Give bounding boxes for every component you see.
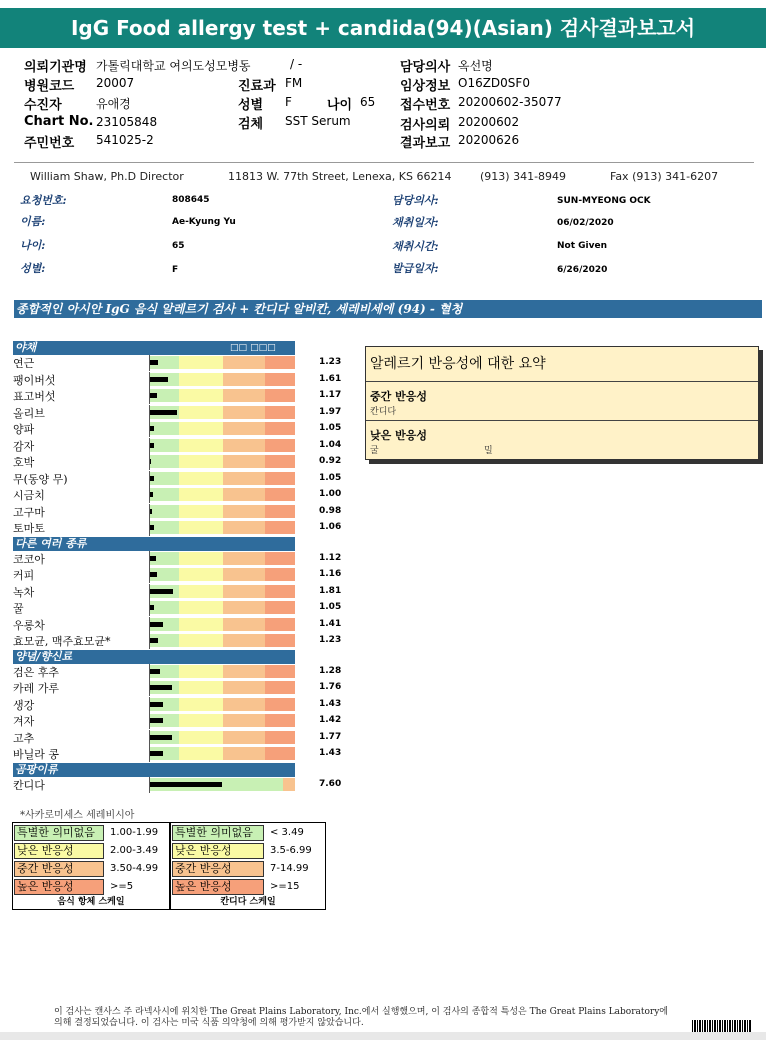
food-value: 1.43 <box>319 748 342 758</box>
food-row <box>13 454 343 470</box>
zone-low <box>179 356 223 369</box>
food-value: 1.05 <box>319 423 342 433</box>
food-name: 토마토 <box>13 522 45 535</box>
psex-value: F <box>172 265 179 275</box>
zone-high <box>265 747 295 760</box>
food-name: 바닐라 콩 <box>13 748 60 761</box>
zone-moderate <box>223 505 265 518</box>
zone-low <box>179 681 223 694</box>
food-value: 1.42 <box>319 715 342 725</box>
code-label: 병원코드 <box>24 79 75 94</box>
scale-label: 특별한 의미없음 <box>14 825 104 841</box>
food-name: 녹차 <box>13 585 35 599</box>
zone-high <box>265 714 295 727</box>
food-value: 1.00 <box>319 489 342 499</box>
food-name: 시금치 <box>13 489 45 502</box>
summary-box <box>365 346 759 460</box>
food-name: 표고버섯 <box>13 390 56 403</box>
food-name: 호박 <box>13 456 35 469</box>
food-value: 0.98 <box>319 505 342 516</box>
lab-divider <box>14 162 754 163</box>
age-label: 나이 <box>327 98 353 113</box>
value-bar <box>150 638 158 643</box>
value-bar <box>150 426 154 431</box>
food-name: 양파 <box>13 423 35 436</box>
zone-high <box>265 389 295 402</box>
zone-high <box>265 552 295 565</box>
req-label: 요청번호: <box>20 194 67 207</box>
scale-row <box>14 843 164 859</box>
zone-moderate <box>223 406 265 419</box>
value-bar <box>150 702 163 707</box>
zone-moderate <box>223 634 265 647</box>
food-name: 카레 가루 <box>13 682 60 695</box>
disclaimer: 이 검사는 캔사스 주 라넥사시에 위치한 The Great Plains Laboratory, Inc.에서 실행했으며, 이 검사의 종합적 특성은 The Great Plains Laboratory에 의해 결정되었습니다. 이 검사는 미국 식품 의약청에 의해 평가받지 않았습니다. <box>54 1007 668 1028</box>
scale-row <box>14 861 164 877</box>
patient-value: 유애경 <box>96 97 131 111</box>
food-value: 1.61 <box>319 373 342 384</box>
low-heading: 낮은 반응성 <box>370 429 427 442</box>
summary-divider <box>366 381 758 382</box>
food-value: 7.60 <box>319 778 342 789</box>
zone-high <box>265 373 295 386</box>
zone-low <box>179 488 223 501</box>
clinical-label: 임상정보 <box>400 79 451 94</box>
zone-moderate <box>283 778 295 791</box>
zone-moderate <box>223 373 265 386</box>
zone-low <box>179 601 223 614</box>
zone-moderate <box>223 731 265 744</box>
footnote: *사카로미세스 세레비시아 <box>20 810 135 821</box>
colltime-label: 채취시간: <box>392 240 439 253</box>
food-name: 생강 <box>13 698 35 712</box>
food-name: 꿀 <box>13 602 24 615</box>
zone-low <box>179 505 223 518</box>
zone-low <box>179 521 223 534</box>
food-row <box>13 504 343 520</box>
value-bar <box>150 393 157 398</box>
zone-moderate <box>223 665 265 678</box>
barcode <box>692 1020 752 1032</box>
zone-high <box>265 422 295 435</box>
name-value: Ae-Kyung Yu <box>172 217 236 227</box>
value-bar <box>150 443 154 448</box>
scale-row <box>172 879 322 895</box>
food-row <box>13 405 343 421</box>
food-name: 효모균, 맥주효모균* <box>13 635 111 648</box>
food-name: 우롱차 <box>13 618 45 632</box>
scale-range: >=15 <box>270 881 300 892</box>
food-row <box>13 746 343 762</box>
food-row <box>13 438 343 454</box>
food-row <box>13 730 343 746</box>
zone-low <box>179 472 223 485</box>
id-value: 541025-2 <box>96 133 154 147</box>
food-row <box>13 567 343 583</box>
food-value: 1.23 <box>319 357 342 367</box>
food-row <box>13 388 343 404</box>
scale-range: < 3.49 <box>270 827 304 838</box>
food-row <box>13 664 343 680</box>
zone-high <box>265 698 295 711</box>
page-value: 65 <box>172 241 185 251</box>
column-header: □□ □□□ <box>230 343 276 353</box>
zone-none <box>149 488 179 501</box>
zone-high <box>265 488 295 501</box>
food-name: 고추 <box>13 731 35 745</box>
food-value: 0.92 <box>319 456 342 466</box>
zone-low <box>179 634 223 647</box>
colldate-value: 06/02/2020 <box>557 218 614 228</box>
doctor-value: 옥선명 <box>458 59 493 73</box>
food-row <box>13 600 343 616</box>
zone-high <box>265 406 295 419</box>
zone-high <box>265 601 295 614</box>
zone-low <box>179 455 223 468</box>
doctor-label: 담당의사 <box>400 60 451 75</box>
food-name: 겨자 <box>13 715 35 728</box>
zone-low <box>179 585 223 598</box>
food-name: 연근 <box>13 357 35 370</box>
patient-label: 수진자 <box>24 98 62 113</box>
scale-range: 2.00-3.49 <box>110 845 159 856</box>
value-bar <box>150 459 151 464</box>
food-row <box>13 584 343 600</box>
report-value: 20200626 <box>458 133 520 147</box>
zone-low <box>179 406 223 419</box>
value-bar <box>150 718 163 723</box>
scale-row <box>14 825 164 841</box>
zone-low <box>179 422 223 435</box>
specimen-label: 검체 <box>238 117 264 132</box>
food-value: 1.81 <box>319 585 342 596</box>
food-row <box>13 551 343 567</box>
report-title: IgG Food allergy test + candida(94)(Asian) 검사결과보고서 <box>0 8 766 48</box>
zone-none <box>149 455 179 468</box>
zone-high <box>265 472 295 485</box>
scale-label: 낮은 반응성 <box>14 843 104 859</box>
value-bar <box>150 525 154 530</box>
food-antibody-scale <box>12 822 170 910</box>
receipt-value: 20200602-35077 <box>458 95 562 109</box>
zone-high <box>265 521 295 534</box>
food-value: 1.28 <box>319 665 342 676</box>
request-value: 20200602 <box>458 115 520 129</box>
zone-high <box>265 731 295 744</box>
scale-row <box>172 861 322 877</box>
report-label: 결과보고 <box>400 136 451 151</box>
issue-label: 발급일자: <box>392 262 439 275</box>
clinical-value: O16ZD0SF0 <box>458 76 530 90</box>
institution-value: 가톨릭대학교 여의도성모병동 <box>96 59 251 73</box>
zone-moderate <box>223 747 265 760</box>
food-row <box>13 355 343 371</box>
food-row <box>13 713 343 729</box>
food-name: 올리브 <box>13 406 45 420</box>
zone-high <box>265 455 295 468</box>
category-header: 양념/향신료 <box>13 650 295 664</box>
moderate-item: 칸디다 <box>370 407 397 417</box>
scale-row <box>172 843 322 859</box>
zone-low <box>179 373 223 386</box>
food-name: 감자 <box>13 439 35 453</box>
zone-low <box>179 552 223 565</box>
zone-none <box>149 439 179 452</box>
scale-row <box>172 825 322 841</box>
moderate-heading: 중간 반응성 <box>370 390 427 403</box>
value-bar <box>150 492 153 497</box>
food-row <box>13 487 343 503</box>
category-header: 곰팡이류 <box>13 763 295 777</box>
sex-label: 성별 <box>238 98 264 113</box>
page-section-title: 종합적인 아시안 IgG 음식 알레르기 검사 + 칸디다 알비칸, 세레비세에 (94) - 혈청 <box>14 300 762 318</box>
zone-moderate <box>223 389 265 402</box>
scale-label: 높은 반응성 <box>172 879 264 895</box>
zone-low <box>179 568 223 581</box>
zone-high <box>265 356 295 369</box>
dept-value: FM <box>285 76 303 90</box>
dept-label: 진료과 <box>238 79 276 94</box>
food-name: 검은 후추 <box>13 665 60 679</box>
food-value: 1.05 <box>319 472 342 483</box>
id-label: 주민번호 <box>24 136 75 151</box>
zone-low <box>179 714 223 727</box>
category-header: 야채 <box>13 341 295 355</box>
zone-moderate <box>223 439 265 452</box>
receipt-label: 접수번호 <box>400 98 451 113</box>
zone-low <box>179 747 223 760</box>
scale-label: 낮은 반응성 <box>172 843 264 859</box>
food-value: 1.16 <box>319 569 342 579</box>
zone-high <box>265 618 295 631</box>
value-bar <box>150 685 172 690</box>
zone-moderate <box>223 488 265 501</box>
food-row <box>13 633 343 649</box>
institution-label: 의뢰기관명 <box>24 60 87 75</box>
zone-high <box>265 665 295 678</box>
colldate-label: 채취일자: <box>392 216 439 229</box>
food-row <box>13 617 343 633</box>
zone-low <box>179 389 223 402</box>
value-bar <box>150 735 172 740</box>
zone-moderate <box>223 585 265 598</box>
food-value: 1.76 <box>319 682 342 692</box>
issue-value: 6/26/2020 <box>557 265 608 275</box>
pdoc-label: 담당의사: <box>392 194 439 207</box>
scale-caption: 음식 항체 스케일 <box>57 897 125 907</box>
food-value: 1.04 <box>319 439 342 450</box>
zone-moderate <box>223 681 265 694</box>
candida-scale <box>170 822 326 910</box>
food-value: 1.05 <box>319 602 342 612</box>
scale-label: 특별한 의미없음 <box>172 825 264 841</box>
zone-moderate <box>223 601 265 614</box>
category-header: 다른 여러 종류 <box>13 537 295 551</box>
zone-high <box>265 439 295 452</box>
scale-row <box>14 879 164 895</box>
food-name: 고구마 <box>13 505 45 519</box>
lab-fax: Fax (913) 341-6207 <box>610 170 719 183</box>
food-value: 1.77 <box>319 731 342 742</box>
scale-range: 3.5-6.99 <box>270 845 312 856</box>
food-name: 코코아 <box>13 552 45 566</box>
value-bar <box>150 377 168 382</box>
scale-label: 높은 반응성 <box>14 879 104 895</box>
zone-moderate <box>223 698 265 711</box>
chart-label: Chart No. <box>24 114 94 129</box>
chart-value: 23105848 <box>96 115 158 129</box>
scale-label: 중간 반응성 <box>14 861 104 877</box>
request-label: 검사의뢰 <box>400 118 451 133</box>
pdoc-value: SUN-MYEONG OCK <box>557 196 651 206</box>
zone-low <box>179 731 223 744</box>
value-bar <box>150 782 222 787</box>
food-value: 1.97 <box>319 406 342 417</box>
zone-moderate <box>223 356 265 369</box>
food-value: 1.41 <box>319 618 342 629</box>
code-value: 20007 <box>96 76 135 90</box>
food-row <box>13 777 343 793</box>
lab-phone: (913) 341-8949 <box>480 170 567 183</box>
zone-high <box>265 681 295 694</box>
specimen-value: SST Serum <box>285 114 351 128</box>
value-bar <box>150 556 156 561</box>
zone-moderate <box>223 618 265 631</box>
institution-slash: / - <box>290 57 303 71</box>
colltime-value: Not Given <box>557 241 608 251</box>
zone-low <box>179 618 223 631</box>
value-bar <box>150 669 160 674</box>
value-bar <box>150 605 154 610</box>
food-value: 1.17 <box>319 390 342 400</box>
req-value: 808645 <box>172 195 210 205</box>
food-row <box>13 680 343 696</box>
psex-label: 성별: <box>20 262 46 275</box>
zone-low <box>179 665 223 678</box>
lab-address: 11813 W. 77th Street, Lenexa, KS 66214 <box>228 170 452 183</box>
zone-moderate <box>223 552 265 565</box>
zone-low <box>179 698 223 711</box>
page-bottom-edge <box>0 1032 766 1040</box>
value-bar <box>150 509 152 514</box>
zone-none <box>149 505 179 518</box>
food-value: 1.06 <box>319 522 342 532</box>
value-bar <box>150 410 177 415</box>
summary-title: 알레르기 반응성에 대한 요약 <box>370 356 546 372</box>
value-bar <box>150 476 154 481</box>
zone-moderate <box>223 472 265 485</box>
zone-high <box>265 568 295 581</box>
food-name: 무(동양 무) <box>13 472 68 486</box>
low-item: 밀 <box>484 446 493 456</box>
food-name: 칸디다 <box>13 778 45 792</box>
food-name: 팽이버섯 <box>13 373 56 387</box>
food-value: 1.23 <box>319 635 342 645</box>
zone-moderate <box>223 521 265 534</box>
food-row <box>13 421 343 437</box>
food-row <box>13 471 343 487</box>
page-label: 나이: <box>20 239 46 252</box>
lab-director: William Shaw, Ph.D Director <box>30 170 184 183</box>
value-bar <box>150 360 158 365</box>
scale-range: 7-14.99 <box>270 863 309 874</box>
food-value: 1.12 <box>319 552 342 563</box>
value-bar <box>150 622 163 627</box>
value-bar <box>150 589 173 594</box>
zone-moderate <box>223 455 265 468</box>
zone-high <box>265 585 295 598</box>
name-label: 이름: <box>20 215 46 228</box>
low-item: 굴 <box>370 446 379 456</box>
summary-divider <box>366 420 758 421</box>
food-value: 1.43 <box>319 698 342 709</box>
age-value: 65 <box>360 95 376 109</box>
zone-high <box>265 505 295 518</box>
zone-moderate <box>223 714 265 727</box>
sex-value: F <box>285 95 292 109</box>
food-row <box>13 372 343 388</box>
scale-range: 3.50-4.99 <box>110 863 159 874</box>
scale-range: >=5 <box>110 881 134 892</box>
zone-high <box>265 634 295 647</box>
scale-label: 중간 반응성 <box>172 861 264 877</box>
scale-range: 1.00-1.99 <box>110 827 159 838</box>
food-row <box>13 520 343 536</box>
zone-moderate <box>223 422 265 435</box>
value-bar <box>150 572 157 577</box>
food-name: 커피 <box>13 569 35 582</box>
food-row <box>13 697 343 713</box>
scale-caption: 칸디다 스케일 <box>220 897 276 907</box>
zone-moderate <box>223 568 265 581</box>
value-bar <box>150 751 163 756</box>
zone-low <box>179 439 223 452</box>
